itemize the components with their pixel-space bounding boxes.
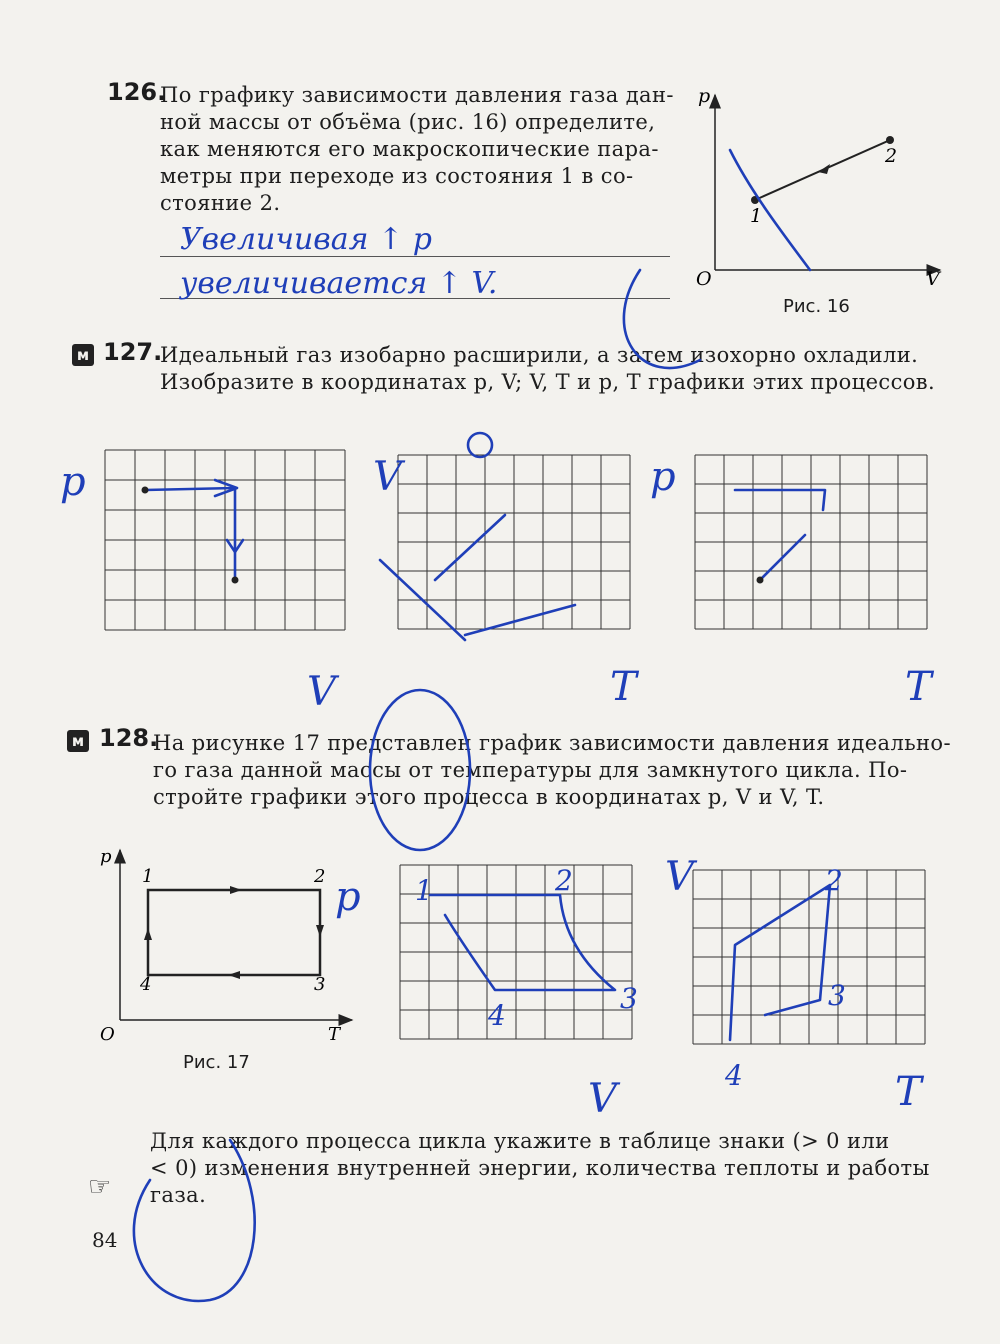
footer-line: Для каждого процесса цикла укажите в таблице знаки (> 0 или bbox=[150, 1129, 890, 1153]
problem-126-line: как меняются его макроскопические пара- bbox=[160, 137, 659, 161]
grid-vt bbox=[398, 455, 630, 629]
point-1-label: 1 bbox=[750, 205, 763, 227]
handwritten-label-v4: V bbox=[665, 854, 694, 900]
point-label: 2 bbox=[314, 866, 326, 887]
pen-stroke bbox=[730, 150, 810, 270]
problem-128-grids bbox=[330, 840, 960, 1120]
axis-label-v: V bbox=[926, 268, 940, 290]
handwritten-answer-2: увеличивается ↑ V. bbox=[180, 266, 498, 301]
problem-126-line: По графику зависимости давления газа дан- bbox=[160, 83, 674, 107]
problem-127-number: 127. bbox=[103, 338, 163, 366]
start-dot bbox=[142, 487, 149, 494]
arrow-icon bbox=[316, 925, 324, 937]
problem-128-number: 128. bbox=[99, 724, 159, 752]
handwritten-answer-1: Увеличивая ↑ p bbox=[180, 222, 432, 257]
handwritten-point: 3 bbox=[828, 979, 846, 1012]
end-dot bbox=[232, 577, 239, 584]
handwritten-label-t3: T bbox=[895, 1069, 922, 1115]
handwritten-point: 3 bbox=[620, 982, 638, 1015]
problem-128-line: стройте графики этого процесса в координатах p, V и V, T. bbox=[153, 785, 825, 809]
problem-128-line: На рисунке 17 представлен график зависимости давления идеально- bbox=[153, 731, 951, 755]
arrow-icon bbox=[144, 928, 152, 940]
pointing-hand-icon: ☞ bbox=[88, 1172, 112, 1202]
problem-127-grids bbox=[55, 430, 955, 720]
axis-label-t: T bbox=[328, 1024, 341, 1045]
handwritten-point: 4 bbox=[488, 999, 506, 1032]
handwritten-label-p3: p bbox=[335, 874, 361, 920]
pen-stroke bbox=[465, 605, 575, 635]
pen-stroke bbox=[145, 488, 235, 490]
footer-line: < 0) изменения внутренней энергии, количества теплоты и работы bbox=[150, 1156, 930, 1180]
figure-17 bbox=[90, 840, 360, 1050]
problem-128-line: го газа данной массы от температуры для замкнутого цикла. По- bbox=[153, 758, 908, 782]
footer-line: газа. bbox=[150, 1183, 207, 1207]
problem-127-line: Изобразите в координатах p, V; V, T и p, T графики этих процессов. bbox=[160, 370, 936, 394]
handwritten-point: 1 bbox=[415, 874, 433, 907]
origin-label: O bbox=[100, 1024, 115, 1045]
grid-vt bbox=[693, 870, 925, 1044]
problem-126-line: метры при переходе из состояния 1 в со- bbox=[160, 164, 634, 188]
problem-127-line: Идеальный газ изобарно расширили, а затем изохорно охладили. bbox=[160, 343, 919, 367]
arrow-icon bbox=[818, 164, 830, 174]
point-2-label: 2 bbox=[885, 145, 898, 167]
problem-126-text bbox=[160, 82, 680, 217]
handwritten-point: 4 bbox=[725, 1059, 743, 1092]
point-2 bbox=[886, 136, 894, 144]
point-label: 4 bbox=[140, 974, 152, 995]
page-number: 84 bbox=[92, 1228, 118, 1252]
figure-16 bbox=[690, 80, 950, 325]
axis-label-p: p bbox=[100, 846, 112, 867]
grid-pv bbox=[105, 450, 345, 630]
arrow-icon bbox=[230, 886, 242, 894]
origin-label: O bbox=[696, 268, 712, 290]
problem-126-line: ной массы от объёма (рис. 16) определите, bbox=[160, 110, 656, 134]
end-dot bbox=[757, 577, 764, 584]
pen-stroke bbox=[468, 433, 492, 457]
problem-128-footer bbox=[150, 1128, 950, 1209]
m-badge-icon: м bbox=[72, 344, 94, 366]
handwritten-label-t: T bbox=[610, 664, 637, 710]
grid-pv bbox=[400, 865, 632, 1039]
figure-16-caption: Рис. 16 bbox=[783, 296, 850, 317]
handwritten-label-t2: T bbox=[905, 664, 932, 710]
pen-stroke bbox=[435, 515, 505, 580]
grid-pt bbox=[695, 455, 927, 629]
problem-126-number: 126. bbox=[107, 78, 167, 106]
arrow-icon bbox=[228, 971, 240, 979]
handwritten-label-v2: V bbox=[373, 454, 402, 500]
problem-126-line: стояние 2. bbox=[160, 191, 281, 215]
problem-128-text bbox=[153, 730, 963, 811]
handwritten-label-p2: p bbox=[650, 454, 676, 500]
cycle-rectangle bbox=[148, 890, 320, 975]
axis-label-p: p bbox=[698, 85, 711, 107]
handwritten-point: 2 bbox=[555, 864, 573, 897]
figure-17-caption: Рис. 17 bbox=[183, 1052, 250, 1073]
handwritten-label-v: V bbox=[307, 669, 336, 715]
m-badge-icon: м bbox=[67, 730, 89, 752]
handwritten-point: 2 bbox=[825, 864, 843, 897]
handwritten-label-p: p bbox=[60, 459, 86, 505]
problem-127-text bbox=[160, 342, 960, 396]
point-label: 3 bbox=[314, 974, 326, 995]
handwritten-label-v3: V bbox=[588, 1076, 617, 1120]
point-label: 1 bbox=[142, 866, 154, 887]
